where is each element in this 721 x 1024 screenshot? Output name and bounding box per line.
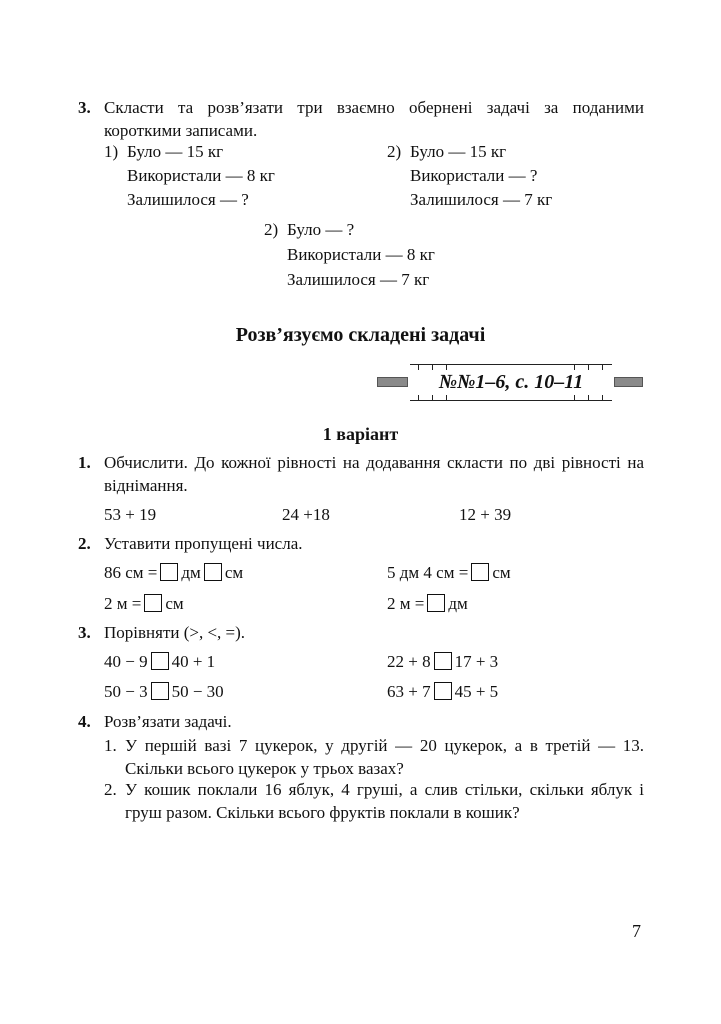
conversion-row — [104, 592, 184, 615]
conversion-left: 2 м = — [387, 594, 425, 613]
record-line: Було — ? — [287, 220, 355, 239]
section-title: Розв’язуємо складені задачі — [235, 324, 486, 346]
answer-box[interactable] — [434, 682, 452, 700]
answer-box[interactable] — [434, 652, 452, 670]
comparison-left: 63 + 7 — [387, 682, 431, 701]
record-label: 2) — [264, 220, 279, 239]
problem-label: 2. — [104, 780, 117, 799]
comparison-right: 45 + 5 — [454, 682, 499, 701]
unit-label: см — [224, 563, 244, 582]
answer-box[interactable] — [144, 594, 162, 612]
task3-top-number: 3. — [78, 98, 91, 117]
record-line: Залишилося — 7 кг — [410, 190, 553, 209]
problem-text: У кошик поклали 16 яблук, 4 груші, а слив стільки, скільки яблук і груш разом. Скільки всього фруктів поклали в кошик? — [125, 780, 644, 822]
task4-number: 4. — [78, 712, 91, 731]
comparison-right: 17 + 3 — [454, 652, 499, 671]
unit-label: дм — [181, 563, 201, 582]
comparison-row — [387, 680, 498, 703]
comparison-left: 50 − 3 — [104, 682, 148, 701]
record-line: Використали — 8 кг — [127, 166, 275, 185]
banner-left-bar — [377, 377, 408, 387]
banner-right-bar — [614, 377, 643, 387]
task2-text: Уставити пропущені числа. — [104, 534, 303, 553]
conversion-left: 5 дм 4 см = — [387, 563, 469, 582]
record-line: Було — 15 кг — [127, 142, 224, 161]
comparison-left: 40 − 9 — [104, 652, 148, 671]
task3-text: Порівняти (>, <, =). — [104, 623, 246, 642]
page-number: 7 — [632, 921, 641, 941]
task2-number: 2. — [78, 534, 91, 553]
record-label: 2) — [387, 142, 402, 161]
task4-text: Розв’язати задачі. — [104, 712, 232, 731]
comparison-row — [104, 680, 224, 703]
unit-label: см — [492, 563, 511, 582]
comparison-left: 22 + 8 — [387, 652, 431, 671]
record-line: Залишилося — ? — [127, 190, 249, 209]
answer-box[interactable] — [160, 563, 178, 581]
record-label: 1) — [104, 142, 119, 161]
comparison-right: 40 + 1 — [171, 652, 216, 671]
conversion-row — [104, 561, 243, 584]
comparison-row — [104, 650, 215, 673]
conversion-row — [387, 561, 511, 584]
answer-box[interactable] — [151, 682, 169, 700]
conversion-row — [387, 592, 468, 615]
banner-label: №№1–6, с. 10–11 — [438, 371, 584, 393]
expression: 24 +18 — [282, 505, 330, 524]
answer-box[interactable] — [204, 563, 222, 581]
comparison-right: 50 − 30 — [171, 682, 224, 701]
task3-number: 3. — [78, 623, 91, 642]
expression: 53 + 19 — [104, 505, 157, 524]
answer-box[interactable] — [471, 563, 489, 581]
record-line: Було — 15 кг — [410, 142, 507, 161]
task3-top-text: Скласти та розв’язати три взаємно обернені задачі за поданими короткими записами. — [104, 98, 644, 140]
reference-banner — [377, 364, 643, 401]
conversion-left: 86 см = — [104, 563, 158, 582]
record-line: Використали — 8 кг — [287, 245, 435, 264]
unit-label: см — [165, 594, 184, 613]
answer-box[interactable] — [427, 594, 445, 612]
task1-text: Обчислити. До кожної рівності на додавання скласти по дві рівності на віднімання. — [104, 453, 644, 495]
variant-title: 1 варіант — [322, 424, 399, 444]
record-line: Залишилося — 7 кг — [287, 270, 430, 289]
record-line: Використали — ? — [410, 166, 538, 185]
answer-box[interactable] — [151, 652, 169, 670]
expression: 12 + 39 — [459, 505, 512, 524]
problem-label: 1. — [104, 736, 117, 755]
task1-number: 1. — [78, 453, 91, 472]
comparison-row — [387, 650, 498, 673]
conversion-left: 2 м = — [104, 594, 142, 613]
problem-text: У першій вазі 7 цукерок, у другій — 20 цукерок, а в третій — 13. Скільки всього цукерок у трьох вазах? — [125, 736, 644, 778]
unit-label: дм — [448, 594, 468, 613]
